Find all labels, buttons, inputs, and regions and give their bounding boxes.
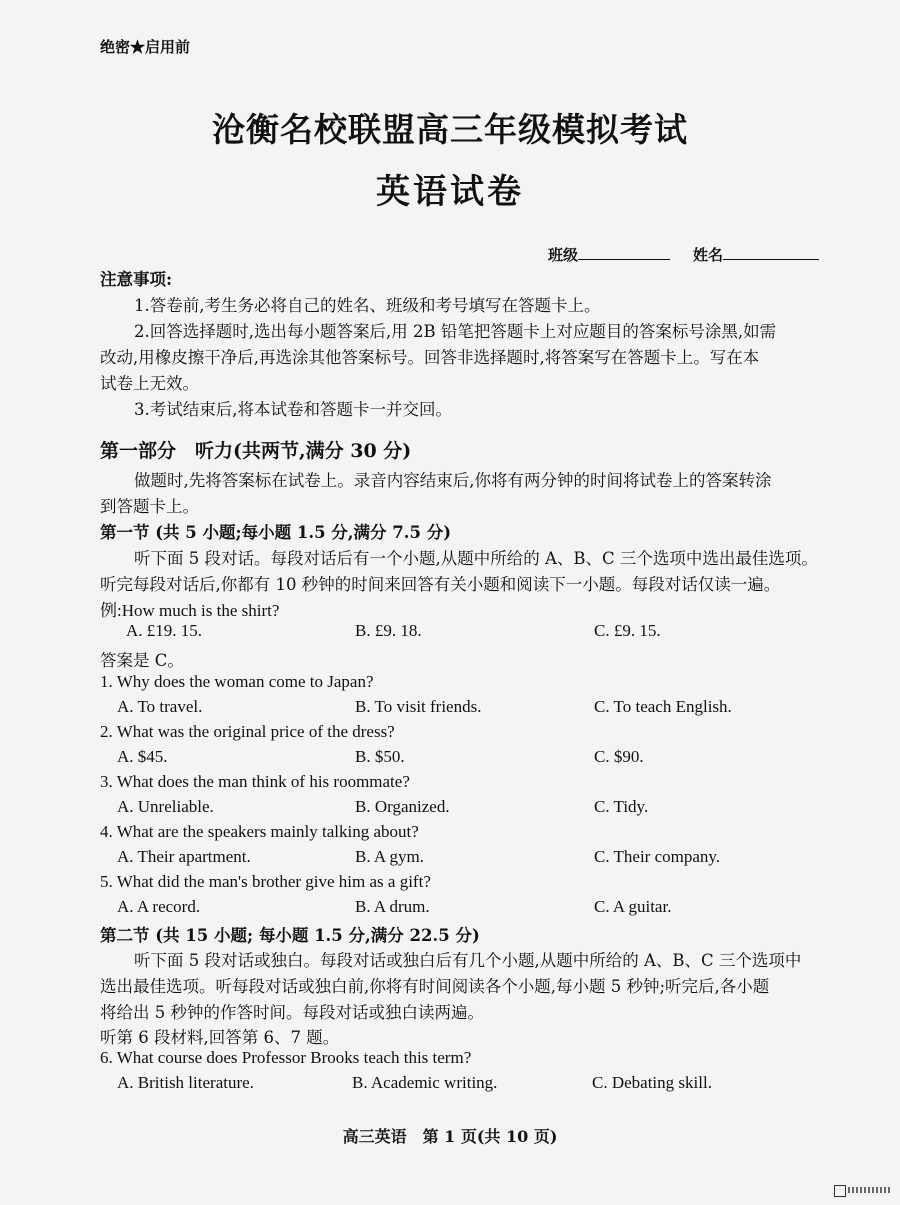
question-3: 3. What does the man think of his roommate? bbox=[100, 772, 410, 791]
part1-intro-cont: 到答题卡上。 bbox=[100, 497, 199, 516]
watermark-text-mark bbox=[848, 1187, 890, 1193]
exam-title: 沧衡名校联盟高三年级模拟考试 bbox=[212, 110, 688, 149]
name-field bbox=[693, 244, 819, 265]
section1-title: 第一节 (共 5 小题;每小题 1.5 分,满分 7.5 分) bbox=[100, 523, 452, 542]
section2-intro-end: 将给出 5 秒钟的作答时间。每段对话或独白读两遍。 bbox=[100, 1003, 484, 1022]
name-label: 姓名 bbox=[693, 246, 724, 264]
q2-option-c: C. $90. bbox=[594, 747, 644, 766]
section2-title: 第二节 (共 15 小题; 每小题 1.5 分,满分 22.5 分) bbox=[100, 926, 480, 945]
section2-intro: 听下面 5 段对话或独白。每段对话或独白后有几个小题,从题中所给的 A、B、C 三个选项中 bbox=[134, 951, 802, 970]
question-1: 1. Why does the woman come to Japan? bbox=[100, 672, 374, 691]
question-5: 5. What did the man's brother give him as a gift? bbox=[100, 872, 431, 891]
q6-option-a: A. British literature. bbox=[117, 1073, 254, 1092]
scanner-watermark bbox=[834, 1185, 892, 1197]
exam-subtitle: 英语试卷 bbox=[376, 172, 524, 212]
section1-intro: 听下面 5 段对话。每段对话后有一个小题,从题中所给的 A、B、C 三个选项中选出最佳选项。 bbox=[134, 549, 818, 568]
material-6-note: 听第 6 段材料,回答第 6、7 题。 bbox=[100, 1028, 340, 1047]
part1-title: 第一部分 听力(共两节,满分 30 分) bbox=[100, 440, 412, 462]
q5-option-a: A. A record. bbox=[117, 897, 201, 916]
notice-item-2-end: 试卷上无效。 bbox=[100, 374, 199, 393]
question-6: 6. What course does Professor Brooks teach this term? bbox=[100, 1048, 472, 1067]
section2-intro-cont: 选出最佳选项。听每段对话或独白前,你将有时间阅读各个小题,每小题 5 秒钟;听完后,各小题 bbox=[100, 977, 770, 996]
notice-item-1: 1.答卷前,考生务必将自己的姓名、班级和考号填写在答题卡上。 bbox=[134, 296, 601, 315]
q1-option-b: B. To visit friends. bbox=[355, 697, 482, 716]
confidential-label: 绝密★启用前 bbox=[100, 38, 191, 56]
q4-option-a: A. Their apartment. bbox=[117, 847, 251, 866]
q3-option-a: A. Unreliable. bbox=[117, 797, 214, 816]
q5-option-c: C. A guitar. bbox=[594, 897, 672, 916]
q3-option-b: B. Organized. bbox=[355, 797, 450, 816]
notice-item-2-cont: 改动,用橡皮擦干净后,再选涂其他答案标号。回答非选择题时,将答案写在答题卡上。写在本 bbox=[100, 348, 760, 367]
q6-option-b: B. Academic writing. bbox=[352, 1073, 498, 1092]
example-option-a: A. £19. 15. bbox=[126, 621, 203, 640]
notice-heading: 注意事项: bbox=[100, 270, 173, 289]
q5-option-b: B. A drum. bbox=[355, 897, 430, 916]
class-blank bbox=[578, 245, 670, 260]
q4-option-b: B. A gym. bbox=[355, 847, 424, 866]
page-footer: 高三英语 第 1 页(共 10 页) bbox=[342, 1127, 558, 1146]
example-option-b: B. £9. 18. bbox=[355, 621, 422, 640]
q4-option-c: C. Their company. bbox=[594, 847, 721, 866]
example-question: 例:How much is the shirt? bbox=[100, 601, 280, 620]
name-blank bbox=[723, 245, 819, 260]
q1-option-c: C. To teach English. bbox=[594, 697, 732, 716]
example-option-c: C. £9. 15. bbox=[594, 621, 661, 640]
example-answer: 答案是 C。 bbox=[100, 651, 184, 670]
q3-option-c: C. Tidy. bbox=[594, 797, 649, 816]
q2-option-b: B. $50. bbox=[355, 747, 405, 766]
class-label: 班级 bbox=[548, 246, 579, 264]
qr-code-icon bbox=[834, 1185, 846, 1197]
notice-item-3: 3.考试结束后,将本试卷和答题卡一并交回。 bbox=[134, 400, 452, 419]
section1-intro-cont: 听完每段对话后,你都有 10 秒钟的时间来回答有关小题和阅读下一小题。每段对话仅读一遍。 bbox=[100, 575, 781, 594]
q6-option-c: C. Debating skill. bbox=[592, 1073, 712, 1092]
class-field bbox=[548, 244, 670, 265]
q2-option-a: A. $45. bbox=[117, 747, 168, 766]
notice-item-2: 2.回答选择题时,选出每小题答案后,用 2B 铅笔把答题卡上对应题目的答案标号涂黑,如需 bbox=[134, 322, 777, 341]
question-4: 4. What are the speakers mainly talking about? bbox=[100, 822, 419, 841]
question-2: 2. What was the original price of the dress? bbox=[100, 722, 395, 741]
q1-option-a: A. To travel. bbox=[117, 697, 203, 716]
part1-intro: 做题时,先将答案标在试卷上。录音内容结束后,你将有两分钟的时间将试卷上的答案转涂 bbox=[134, 471, 772, 490]
